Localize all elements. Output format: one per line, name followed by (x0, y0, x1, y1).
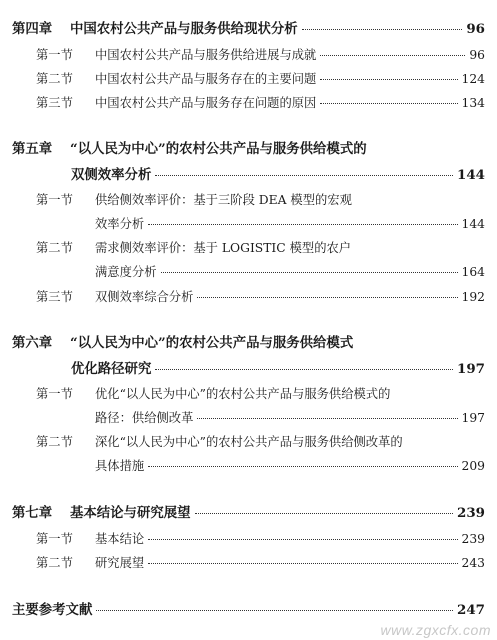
dot-leader (320, 55, 465, 56)
chapter-title: “以人民为中心”的农村公共产品与服务供给模式的 (70, 141, 367, 157)
page-number: 164 (461, 265, 485, 279)
watermark: www.zgxcfx.com (380, 622, 491, 638)
toc-section-6-2-cont[interactable] (95, 456, 485, 474)
section-title-cont: 满意度分析 (95, 265, 157, 279)
section-number: 第三节 (36, 290, 73, 304)
section-number: 第一节 (36, 387, 73, 401)
section-title: 中国农村公共产品与服务存在的主要问题 (95, 72, 317, 86)
section-number: 第三节 (36, 96, 73, 110)
toc-chapter-4[interactable] (12, 18, 485, 37)
references-title: 主要参考文献 (12, 602, 93, 618)
dot-leader (148, 563, 457, 564)
page-number: 197 (461, 411, 485, 425)
section-title: 深化“以人民为中心”的农村公共产品与服务供给侧改革的 (95, 435, 403, 449)
chapter-title: “以人民为中心”的农村公共产品与服务供给模式 (70, 335, 354, 351)
chapter-title-cont: 优化路径研究 (71, 361, 152, 377)
toc-section-5-2[interactable] (36, 238, 485, 256)
toc-section-5-1[interactable] (36, 190, 485, 208)
toc-chapter-6[interactable] (12, 332, 485, 351)
page-number: 134 (461, 96, 485, 110)
dot-leader (148, 466, 457, 467)
page-number: 192 (461, 290, 485, 304)
section-number: 第二节 (36, 435, 73, 449)
section-title-cont: 路径：供给侧改革 (95, 411, 194, 425)
toc-section-6-1-cont[interactable] (95, 408, 485, 426)
page-number: 243 (461, 556, 485, 570)
toc-section-5-3[interactable] (36, 287, 485, 305)
dot-leader (320, 103, 457, 104)
dot-leader (155, 175, 453, 176)
section-title: 中国农村公共产品与服务供给进展与成就 (95, 48, 317, 62)
dot-leader (302, 29, 463, 30)
section-title-cont: 具体措施 (95, 459, 145, 473)
page-number: 247 (457, 602, 485, 618)
section-title: 双侧效率综合分析 (95, 290, 194, 304)
page-number: 209 (461, 459, 485, 473)
page-number: 239 (457, 505, 485, 521)
section-number: 第二节 (36, 72, 73, 86)
section-title: 中国农村公共产品与服务存在问题的原因 (95, 96, 317, 110)
page-number: 144 (457, 167, 485, 183)
chapter-title: 基本结论与研究展望 (70, 505, 191, 521)
section-number: 第一节 (36, 532, 73, 546)
chapter-number: 第七章 (12, 505, 53, 521)
section-title: 研究展望 (95, 556, 145, 570)
dot-leader (148, 539, 457, 540)
toc-section-4-3[interactable] (36, 93, 485, 111)
dot-leader (197, 418, 457, 419)
toc-chapter-6-cont[interactable] (71, 358, 485, 377)
toc-section-7-2[interactable] (36, 553, 485, 571)
section-number: 第一节 (36, 48, 73, 62)
toc-section-6-1[interactable] (36, 384, 485, 402)
toc-section-5-2-cont[interactable] (95, 262, 485, 280)
toc-section-7-1[interactable] (36, 529, 485, 547)
toc-section-6-2[interactable] (36, 432, 485, 450)
chapter-title-cont: 双侧效率分析 (71, 167, 152, 183)
dot-leader (197, 297, 457, 298)
chapter-title: 中国农村公共产品与服务供给现状分析 (70, 21, 298, 37)
toc-chapter-5-cont[interactable] (71, 164, 485, 183)
section-number: 第二节 (36, 556, 73, 570)
page-number: 144 (461, 217, 485, 231)
section-title: 需求侧效率评价：基于 LOGISTIC 模型的农户 (95, 241, 352, 255)
section-title: 基本结论 (95, 532, 145, 546)
dot-leader (155, 369, 453, 370)
toc-references[interactable] (12, 599, 485, 618)
section-title-cont: 效率分析 (95, 217, 145, 231)
section-number: 第一节 (36, 193, 73, 207)
page-number: 239 (461, 532, 485, 546)
dot-leader (148, 224, 457, 225)
section-number: 第二节 (36, 241, 73, 255)
toc-section-4-2[interactable] (36, 69, 485, 87)
section-title: 供给侧效率评价：基于三阶段 DEA 模型的宏观 (95, 193, 352, 207)
toc-section-5-1-cont[interactable] (95, 214, 485, 232)
chapter-number: 第四章 (12, 21, 53, 37)
toc-chapter-7[interactable] (12, 502, 485, 521)
dot-leader (195, 513, 454, 514)
page-number: 96 (466, 21, 485, 37)
dot-leader (161, 272, 458, 273)
page-number: 124 (461, 72, 485, 86)
dot-leader (96, 610, 453, 611)
page-number: 197 (457, 361, 485, 377)
toc-section-4-1[interactable] (36, 45, 485, 63)
chapter-number: 第五章 (12, 141, 53, 157)
page-number: 96 (469, 48, 485, 62)
dot-leader (320, 79, 457, 80)
toc-chapter-5[interactable] (12, 138, 485, 157)
chapter-number: 第六章 (12, 335, 53, 351)
section-title: 优化“以人民为中心”的农村公共产品与服务供给模式的 (95, 387, 391, 401)
